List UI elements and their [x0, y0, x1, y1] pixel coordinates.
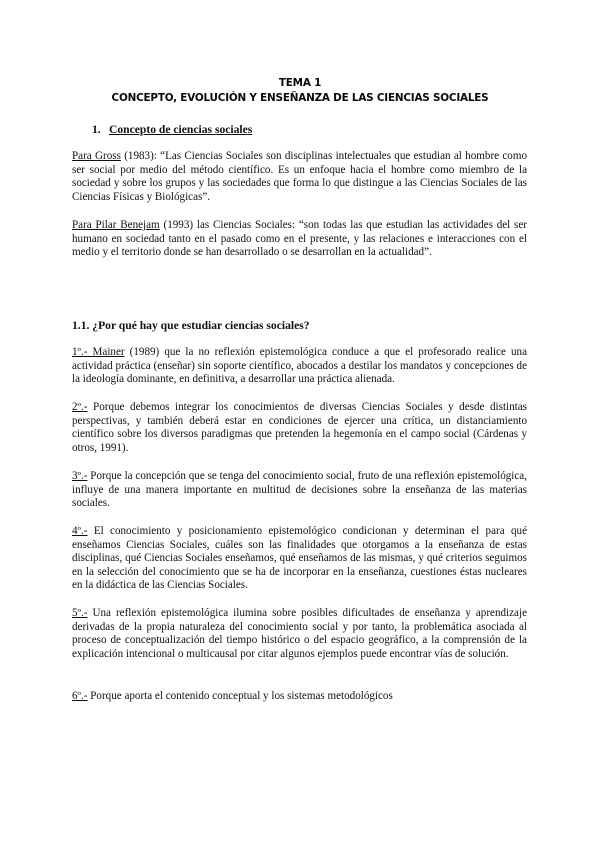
- definition-author: Para Gross: [72, 150, 121, 162]
- section-1-number: 1.: [92, 123, 101, 136]
- reason-text: Porque debemos integrar los conocimientos de diversas Ciencias Sociales y desde distintas perspectivas, y también deberá estar en condiciones de ejercer una crítica, un distanciamiento científico sobre los diversos paradigmas que pretenden la hegemonía en el campo social (Cárdenas y otros, 1991).: [72, 401, 527, 454]
- definition-gross: [72, 150, 527, 204]
- reason-4: [72, 525, 527, 593]
- definition-author: Para Pilar Benejam: [72, 219, 160, 231]
- reason-text: Porque la concepción que se tenga del conocimiento social, fruto de una reflexión epistemológica, influye de una manera importante en multitud de decisiones sobre la enseñanza de las materias sociales.: [72, 470, 527, 510]
- reason-lead: 4º.-: [72, 525, 88, 537]
- reason-1: [72, 346, 527, 387]
- reason-text: (1989) que la no reflexión epistemológica conduce a que el profesorado realice una actividad práctica (enseñar) sin soporte científico, abocados a destilar los mandatos y concepciones de la ideología dominante, en definitiva, a desarrollar una práctica alienada.: [72, 346, 527, 386]
- reason-text: Porque aporta el contenido conceptual y los sistemas metodológicos: [87, 690, 393, 702]
- reason-text: Una reflexión epistemológica ilumina sobre posibles dificultades de enseñanza y aprendizaje derivadas de la propia naturaleza del conocimiento social y por tanto, la problemática asociada al proceso de conceptualización del tiempo histórico o del espacio geográfico, a la comprensión de la explicación intencional o multicausal por citar algunos ejemplos puede encontrar vías de solución.: [72, 607, 527, 660]
- definition-text: (1993) las Ciencias Sociales: “son todas las que estudian las actividades del ser humano en sociedad tanto en el pasado como en el presente, y las relaciones e interacciones con el medio y el territorio donde se han desarrollado o se desarrollan en la actualidad”.: [72, 219, 527, 259]
- tema-label: TEMA 1: [278, 77, 322, 89]
- reason-text: El conocimiento y posicionamiento epistemológico condicionan y determinan el para qué enseñamos Ciencias Sociales, cuáles son las finalidades que otorgamos a la enseñanza de estas disciplinas, qué Ciencias Sociales enseñamos, qué enseñamos de las mismas, y qué criterios seguimos en la selección del conocimiento que se ha de incorporar en la enseñanza, cuestiones éstas nucleares en la didáctica de las Ciencias Sociales.: [72, 525, 527, 592]
- reason-5: [72, 607, 527, 661]
- definition-text: (1983): “Las Ciencias Sociales son disciplinas intelectuales que estudian al hombre como ser social por medio del método científico. Es un enfoque hacia el hombre como miembro de la sociedad y sobre los grupos y las sociedades que forma lo que distingue a las Ciencias Sociales de las Ciencias Físicas y Biológicas”.: [72, 150, 528, 203]
- document-title: CONCEPTO, EVOLUCIÓN Y ENSEÑANZA DE LAS CIENCIAS SOCIALES: [111, 92, 489, 104]
- reason-lead: 2º.-: [72, 401, 88, 413]
- reason-lead: 6º.-: [72, 690, 88, 702]
- subsection-title: 1.1. ¿Por qué hay que estudiar ciencias sociales?: [72, 319, 310, 332]
- reason-lead: 1º.- Mainer: [72, 346, 125, 358]
- reason-2: [72, 401, 527, 455]
- section-1-heading: [92, 123, 252, 137]
- definition-benejam: [72, 219, 527, 260]
- reason-6: [72, 690, 527, 704]
- reason-lead: 5º.-: [72, 607, 88, 619]
- section-1-title: Concepto de ciencias sociales: [109, 123, 253, 136]
- reason-3: [72, 470, 527, 511]
- reason-lead: 3º.-: [72, 470, 88, 482]
